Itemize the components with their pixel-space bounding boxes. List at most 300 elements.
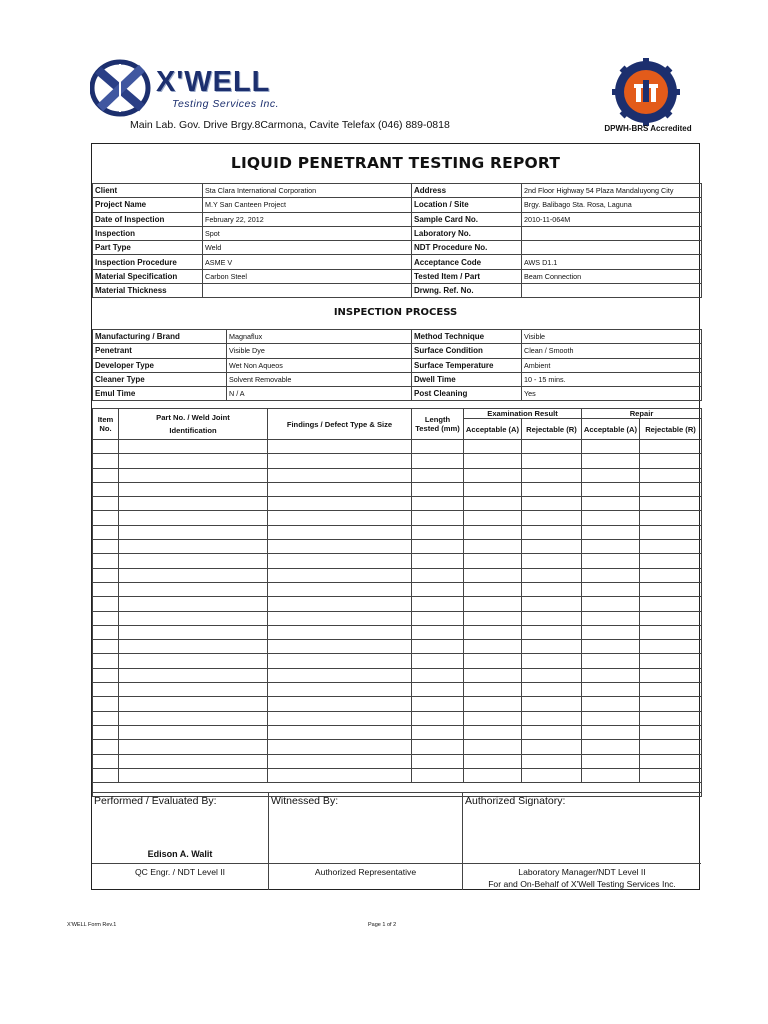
identification-label: Identification: [169, 426, 217, 435]
client-label: Client: [93, 184, 203, 198]
table-cell: [582, 554, 640, 568]
table-cell: [464, 768, 522, 782]
brand-value: Magnaflux: [227, 330, 412, 344]
repair-acceptable-header: Acceptable (A): [582, 419, 640, 440]
table-cell: [464, 468, 522, 482]
table-cell: [522, 683, 582, 697]
findings-header: Findings / Defect Type & Size: [268, 409, 412, 440]
results-table: [92, 408, 702, 797]
table-cell: [464, 582, 522, 596]
table-cell: [640, 454, 702, 468]
table-cell: [522, 640, 582, 654]
table-row: [93, 198, 702, 212]
table-cell: [640, 625, 702, 639]
developer-value: Wet Non Aqueos: [227, 358, 412, 372]
table-cell: [268, 611, 412, 625]
xwell-logo-icon: [90, 58, 156, 118]
table-cell: [464, 440, 522, 454]
table-row: [93, 387, 702, 401]
penetrant-value: Visible Dye: [227, 344, 412, 358]
table-cell: [412, 568, 464, 582]
table-row: [93, 568, 702, 582]
table-row: [93, 525, 702, 539]
table-row: [93, 482, 702, 496]
table-cell: [412, 640, 464, 654]
table-cell: [412, 683, 464, 697]
table-cell: [93, 554, 119, 568]
table-row: [93, 255, 702, 269]
table-row: [93, 711, 702, 725]
table-cell: [412, 554, 464, 568]
inspection-label: Inspection: [93, 226, 203, 240]
brand-label: Manufacturing / Brand: [93, 330, 227, 344]
table-cell: [268, 697, 412, 711]
table-cell: [268, 597, 412, 611]
table-cell: [582, 683, 640, 697]
table-cell: [582, 511, 640, 525]
table-cell: [464, 540, 522, 554]
table-cell: [522, 668, 582, 682]
table-cell: [268, 454, 412, 468]
part-no-label: Part No. / Weld Joint: [156, 413, 230, 422]
table-cell: [640, 654, 702, 668]
table-cell: [582, 440, 640, 454]
table-cell: [412, 754, 464, 768]
dwell-label: Dwell Time: [412, 372, 522, 386]
table-cell: [93, 697, 119, 711]
table-cell: [119, 611, 268, 625]
table-cell: [119, 511, 268, 525]
table-cell: [119, 554, 268, 568]
material-thickness-value: [203, 284, 412, 298]
date-value: February 22, 2012: [203, 212, 412, 226]
repair-header: Repair: [582, 409, 702, 419]
table-row: [93, 344, 702, 358]
acceptance-code-label: Acceptance Code: [412, 255, 522, 269]
table-cell: [93, 611, 119, 625]
table-cell: [640, 440, 702, 454]
table-cell: [119, 683, 268, 697]
location-value: Brgy. Balibago Sta. Rosa, Laguna: [522, 198, 702, 212]
table-cell: [582, 654, 640, 668]
witnessed-by-label: Witnessed By:: [271, 795, 339, 807]
table-cell: [119, 725, 268, 739]
location-label: Location / Site: [412, 198, 522, 212]
drawing-ref-value: [522, 284, 702, 298]
table-cell: [93, 754, 119, 768]
table-cell: [119, 668, 268, 682]
material-spec-label: Material Specification: [93, 269, 203, 283]
table-cell: [93, 440, 119, 454]
table-cell: [464, 711, 522, 725]
table-cell: [522, 497, 582, 511]
table-cell: [640, 497, 702, 511]
table-cell: [640, 611, 702, 625]
table-cell: [268, 711, 412, 725]
table-cell: [464, 497, 522, 511]
table-cell: [412, 768, 464, 782]
table-cell: [640, 725, 702, 739]
cleaner-value: Solvent Removable: [227, 372, 412, 386]
table-cell: [412, 654, 464, 668]
table-cell: [582, 597, 640, 611]
table-cell: [640, 525, 702, 539]
table-row: [93, 668, 702, 682]
post-cleaning-value: Yes: [522, 387, 702, 401]
post-cleaning-label: Post Cleaning: [412, 387, 522, 401]
table-cell: [640, 711, 702, 725]
table-row: [93, 497, 702, 511]
tested-item-value: Beam Connection: [522, 269, 702, 283]
table-cell: [582, 525, 640, 539]
table-cell: [522, 468, 582, 482]
process-table: [92, 329, 702, 401]
table-row: [93, 372, 702, 386]
table-cell: [93, 725, 119, 739]
table-cell: [119, 740, 268, 754]
table-cell: [93, 568, 119, 582]
inspection-procedure-label: Inspection Procedure: [93, 255, 203, 269]
table-cell: [412, 625, 464, 639]
table-cell: [412, 525, 464, 539]
table-row: [93, 697, 702, 711]
exam-rejectable-header: Rejectable (R): [522, 419, 582, 440]
exam-result-header: Examination Result: [464, 409, 582, 419]
table-cell: [464, 683, 522, 697]
table-cell: [93, 511, 119, 525]
table-row: [93, 454, 702, 468]
report-frame: [91, 143, 700, 890]
lab-address: Main Lab. Gov. Drive Brgy.8Carmona, Cavite Telefax (046) 889-0818: [130, 119, 450, 131]
table-cell: [268, 554, 412, 568]
performed-by-name: Edison A. Walit: [147, 849, 213, 859]
table-cell: [119, 454, 268, 468]
table-cell: [268, 740, 412, 754]
table-cell: [640, 554, 702, 568]
performed-by-box: [92, 792, 268, 890]
table-cell: [93, 454, 119, 468]
table-cell: [464, 625, 522, 639]
table-cell: [268, 640, 412, 654]
table-cell: [582, 711, 640, 725]
table-cell: [582, 582, 640, 596]
report-title: LIQUID PENETRANT TESTING REPORT: [230, 154, 561, 172]
penetrant-label: Penetrant: [93, 344, 227, 358]
table-cell: [464, 754, 522, 768]
table-cell: [522, 440, 582, 454]
table-row: [93, 725, 702, 739]
table-cell: [93, 482, 119, 496]
table-cell: [464, 740, 522, 754]
emul-label: Emul Time: [93, 387, 227, 401]
authorized-signatory-label: Authorized Signatory:: [465, 795, 566, 807]
table-cell: [582, 668, 640, 682]
table-cell: [464, 640, 522, 654]
table-cell: [640, 768, 702, 782]
table-cell: [640, 640, 702, 654]
table-cell: [464, 568, 522, 582]
table-cell: [522, 525, 582, 539]
length-tested-header: Length Tested (mm): [412, 409, 464, 440]
drawing-ref-label: Drwng. Ref. No.: [412, 284, 522, 298]
table-cell: [119, 754, 268, 768]
table-cell: [464, 611, 522, 625]
ndt-procedure-label: NDT Procedure No.: [412, 241, 522, 255]
table-cell: [93, 668, 119, 682]
emul-value: N / A: [227, 387, 412, 401]
table-cell: [93, 711, 119, 725]
table-cell: [640, 597, 702, 611]
table-cell: [119, 768, 268, 782]
table-cell: [522, 540, 582, 554]
table-cell: [522, 611, 582, 625]
table-cell: [640, 668, 702, 682]
table-cell: [268, 540, 412, 554]
table-cell: [93, 768, 119, 782]
table-cell: [582, 497, 640, 511]
performed-by-label: Performed / Evaluated By:: [94, 795, 217, 807]
table-cell: [582, 468, 640, 482]
table-cell: [522, 482, 582, 496]
table-cell: [119, 440, 268, 454]
surface-temp-value: Ambient: [522, 358, 702, 372]
table-cell: [93, 740, 119, 754]
tested-item-label: Tested Item / Part: [412, 269, 522, 283]
table-row: [93, 226, 702, 240]
table-cell: [412, 668, 464, 682]
table-row: [93, 611, 702, 625]
table-cell: [268, 725, 412, 739]
table-row: [93, 269, 702, 283]
table-cell: [119, 468, 268, 482]
address-label: Address: [412, 184, 522, 198]
table-cell: [412, 482, 464, 496]
table-row: [93, 468, 702, 482]
table-row: [93, 284, 702, 298]
laboratory-no-value: [522, 226, 702, 240]
table-cell: [268, 654, 412, 668]
table-cell: [268, 768, 412, 782]
table-cell: [268, 468, 412, 482]
table-cell: [93, 640, 119, 654]
table-cell: [640, 468, 702, 482]
table-cell: [119, 482, 268, 496]
developer-label: Developer Type: [93, 358, 227, 372]
table-cell: [268, 683, 412, 697]
table-cell: [582, 640, 640, 654]
logo-name: X'WELL: [156, 66, 271, 98]
table-cell: [522, 582, 582, 596]
repair-rejectable-header: Rejectable (R): [640, 419, 702, 440]
table-cell: [522, 511, 582, 525]
table-row: [93, 640, 702, 654]
table-cell: [119, 568, 268, 582]
table-row: [93, 582, 702, 596]
table-row: [93, 241, 702, 255]
table-row: [93, 212, 702, 226]
table-cell: [522, 597, 582, 611]
table-cell: [93, 468, 119, 482]
table-cell: [640, 540, 702, 554]
table-cell: [464, 668, 522, 682]
table-cell: [119, 497, 268, 511]
table-cell: [582, 768, 640, 782]
table-row: [93, 597, 702, 611]
table-cell: [582, 740, 640, 754]
method-value: Visible: [522, 330, 702, 344]
signature-divider: [92, 863, 701, 864]
table-cell: [268, 482, 412, 496]
table-row: [93, 540, 702, 554]
acceptance-code-value: AWS D1.1: [522, 255, 702, 269]
results-header-row: [93, 409, 702, 419]
table-cell: [464, 482, 522, 496]
table-cell: [93, 582, 119, 596]
table-cell: [464, 554, 522, 568]
table-cell: [119, 711, 268, 725]
witnessed-by-box: [268, 792, 462, 890]
table-cell: [412, 540, 464, 554]
table-cell: [464, 725, 522, 739]
table-cell: [119, 640, 268, 654]
table-cell: [522, 454, 582, 468]
table-cell: [93, 540, 119, 554]
table-cell: [412, 468, 464, 482]
ndt-procedure-value: [522, 241, 702, 255]
table-cell: [412, 740, 464, 754]
table-cell: [582, 697, 640, 711]
part-type-value: Weld: [203, 241, 412, 255]
table-cell: [268, 754, 412, 768]
surface-condition-value: Clean / Smooth: [522, 344, 702, 358]
table-cell: [522, 554, 582, 568]
table-row: [93, 440, 702, 454]
table-cell: [412, 582, 464, 596]
table-cell: [93, 497, 119, 511]
table-cell: [582, 568, 640, 582]
table-cell: [582, 611, 640, 625]
table-cell: [640, 683, 702, 697]
table-cell: [412, 597, 464, 611]
table-row: [93, 754, 702, 768]
laboratory-no-label: Laboratory No.: [412, 226, 522, 240]
table-cell: [268, 568, 412, 582]
info-table: [92, 183, 702, 298]
sample-card-label: Sample Card No.: [412, 212, 522, 226]
table-cell: [268, 525, 412, 539]
table-cell: [268, 668, 412, 682]
material-thickness-label: Material Thickness: [93, 284, 203, 298]
project-value: M.Y San Canteen Project: [203, 198, 412, 212]
table-cell: [464, 597, 522, 611]
table-cell: [412, 497, 464, 511]
table-cell: [119, 540, 268, 554]
surface-temp-label: Surface Temperature: [412, 358, 522, 372]
table-cell: [464, 525, 522, 539]
table-cell: [640, 740, 702, 754]
table-cell: [522, 654, 582, 668]
table-cell: [522, 697, 582, 711]
table-cell: [522, 568, 582, 582]
sample-card-value: 2010-11-064M: [522, 212, 702, 226]
table-row: [93, 768, 702, 782]
witnessed-by-role: Authorized Representative: [314, 867, 417, 877]
authorized-role-behalf: For and On-Behalf of X'Well Testing Services Inc.: [488, 879, 676, 889]
inspection-procedure-value: ASME V: [203, 255, 412, 269]
item-no-header: Item No.: [93, 409, 119, 440]
table-cell: [119, 582, 268, 596]
cleaner-label: Cleaner Type: [93, 372, 227, 386]
table-row: [93, 625, 702, 639]
accreditation-label: DPWH-BRS Accredited: [604, 124, 692, 133]
exam-acceptable-header: Acceptable (A): [464, 419, 522, 440]
table-cell: [412, 711, 464, 725]
table-cell: [464, 697, 522, 711]
part-type-label: Part Type: [93, 241, 203, 255]
table-row: [93, 740, 702, 754]
table-cell: [268, 440, 412, 454]
table-cell: [412, 440, 464, 454]
table-cell: [640, 482, 702, 496]
table-cell: [119, 625, 268, 639]
part-no-header: [119, 409, 268, 440]
table-cell: [412, 611, 464, 625]
table-cell: [93, 597, 119, 611]
method-label: Method Technique: [412, 330, 522, 344]
table-cell: [582, 540, 640, 554]
table-cell: [268, 625, 412, 639]
table-cell: [93, 625, 119, 639]
table-row: [93, 683, 702, 697]
table-cell: [412, 454, 464, 468]
table-cell: [268, 511, 412, 525]
page-number: Page 1 of 2: [368, 922, 397, 928]
table-cell: [464, 654, 522, 668]
table-cell: [93, 654, 119, 668]
table-cell: [522, 711, 582, 725]
material-spec-value: Carbon Steel: [203, 269, 412, 283]
table-cell: [119, 597, 268, 611]
project-label: Project Name: [93, 198, 203, 212]
table-row: [93, 554, 702, 568]
table-row: [93, 358, 702, 372]
table-cell: [412, 725, 464, 739]
table-row: [93, 184, 702, 198]
process-title: INSPECTION PROCESS: [333, 307, 458, 318]
table-row: [93, 511, 702, 525]
table-cell: [522, 740, 582, 754]
table-cell: [464, 511, 522, 525]
surface-condition-label: Surface Condition: [412, 344, 522, 358]
table-cell: [464, 454, 522, 468]
table-cell: [522, 625, 582, 639]
table-cell: [412, 697, 464, 711]
table-cell: [640, 582, 702, 596]
table-cell: [640, 568, 702, 582]
address-value: 2nd Floor Highway 54 Plaza Mandaluyong City: [522, 184, 702, 198]
table-cell: [582, 454, 640, 468]
table-row: [93, 654, 702, 668]
table-cell: [119, 654, 268, 668]
table-cell: [522, 725, 582, 739]
form-revision: X'WELL Form Rev.1: [67, 922, 117, 928]
table-cell: [412, 511, 464, 525]
table-cell: [93, 683, 119, 697]
dpwh-seal-icon: [612, 58, 680, 126]
table-cell: [640, 754, 702, 768]
table-cell: [93, 525, 119, 539]
table-cell: [582, 754, 640, 768]
